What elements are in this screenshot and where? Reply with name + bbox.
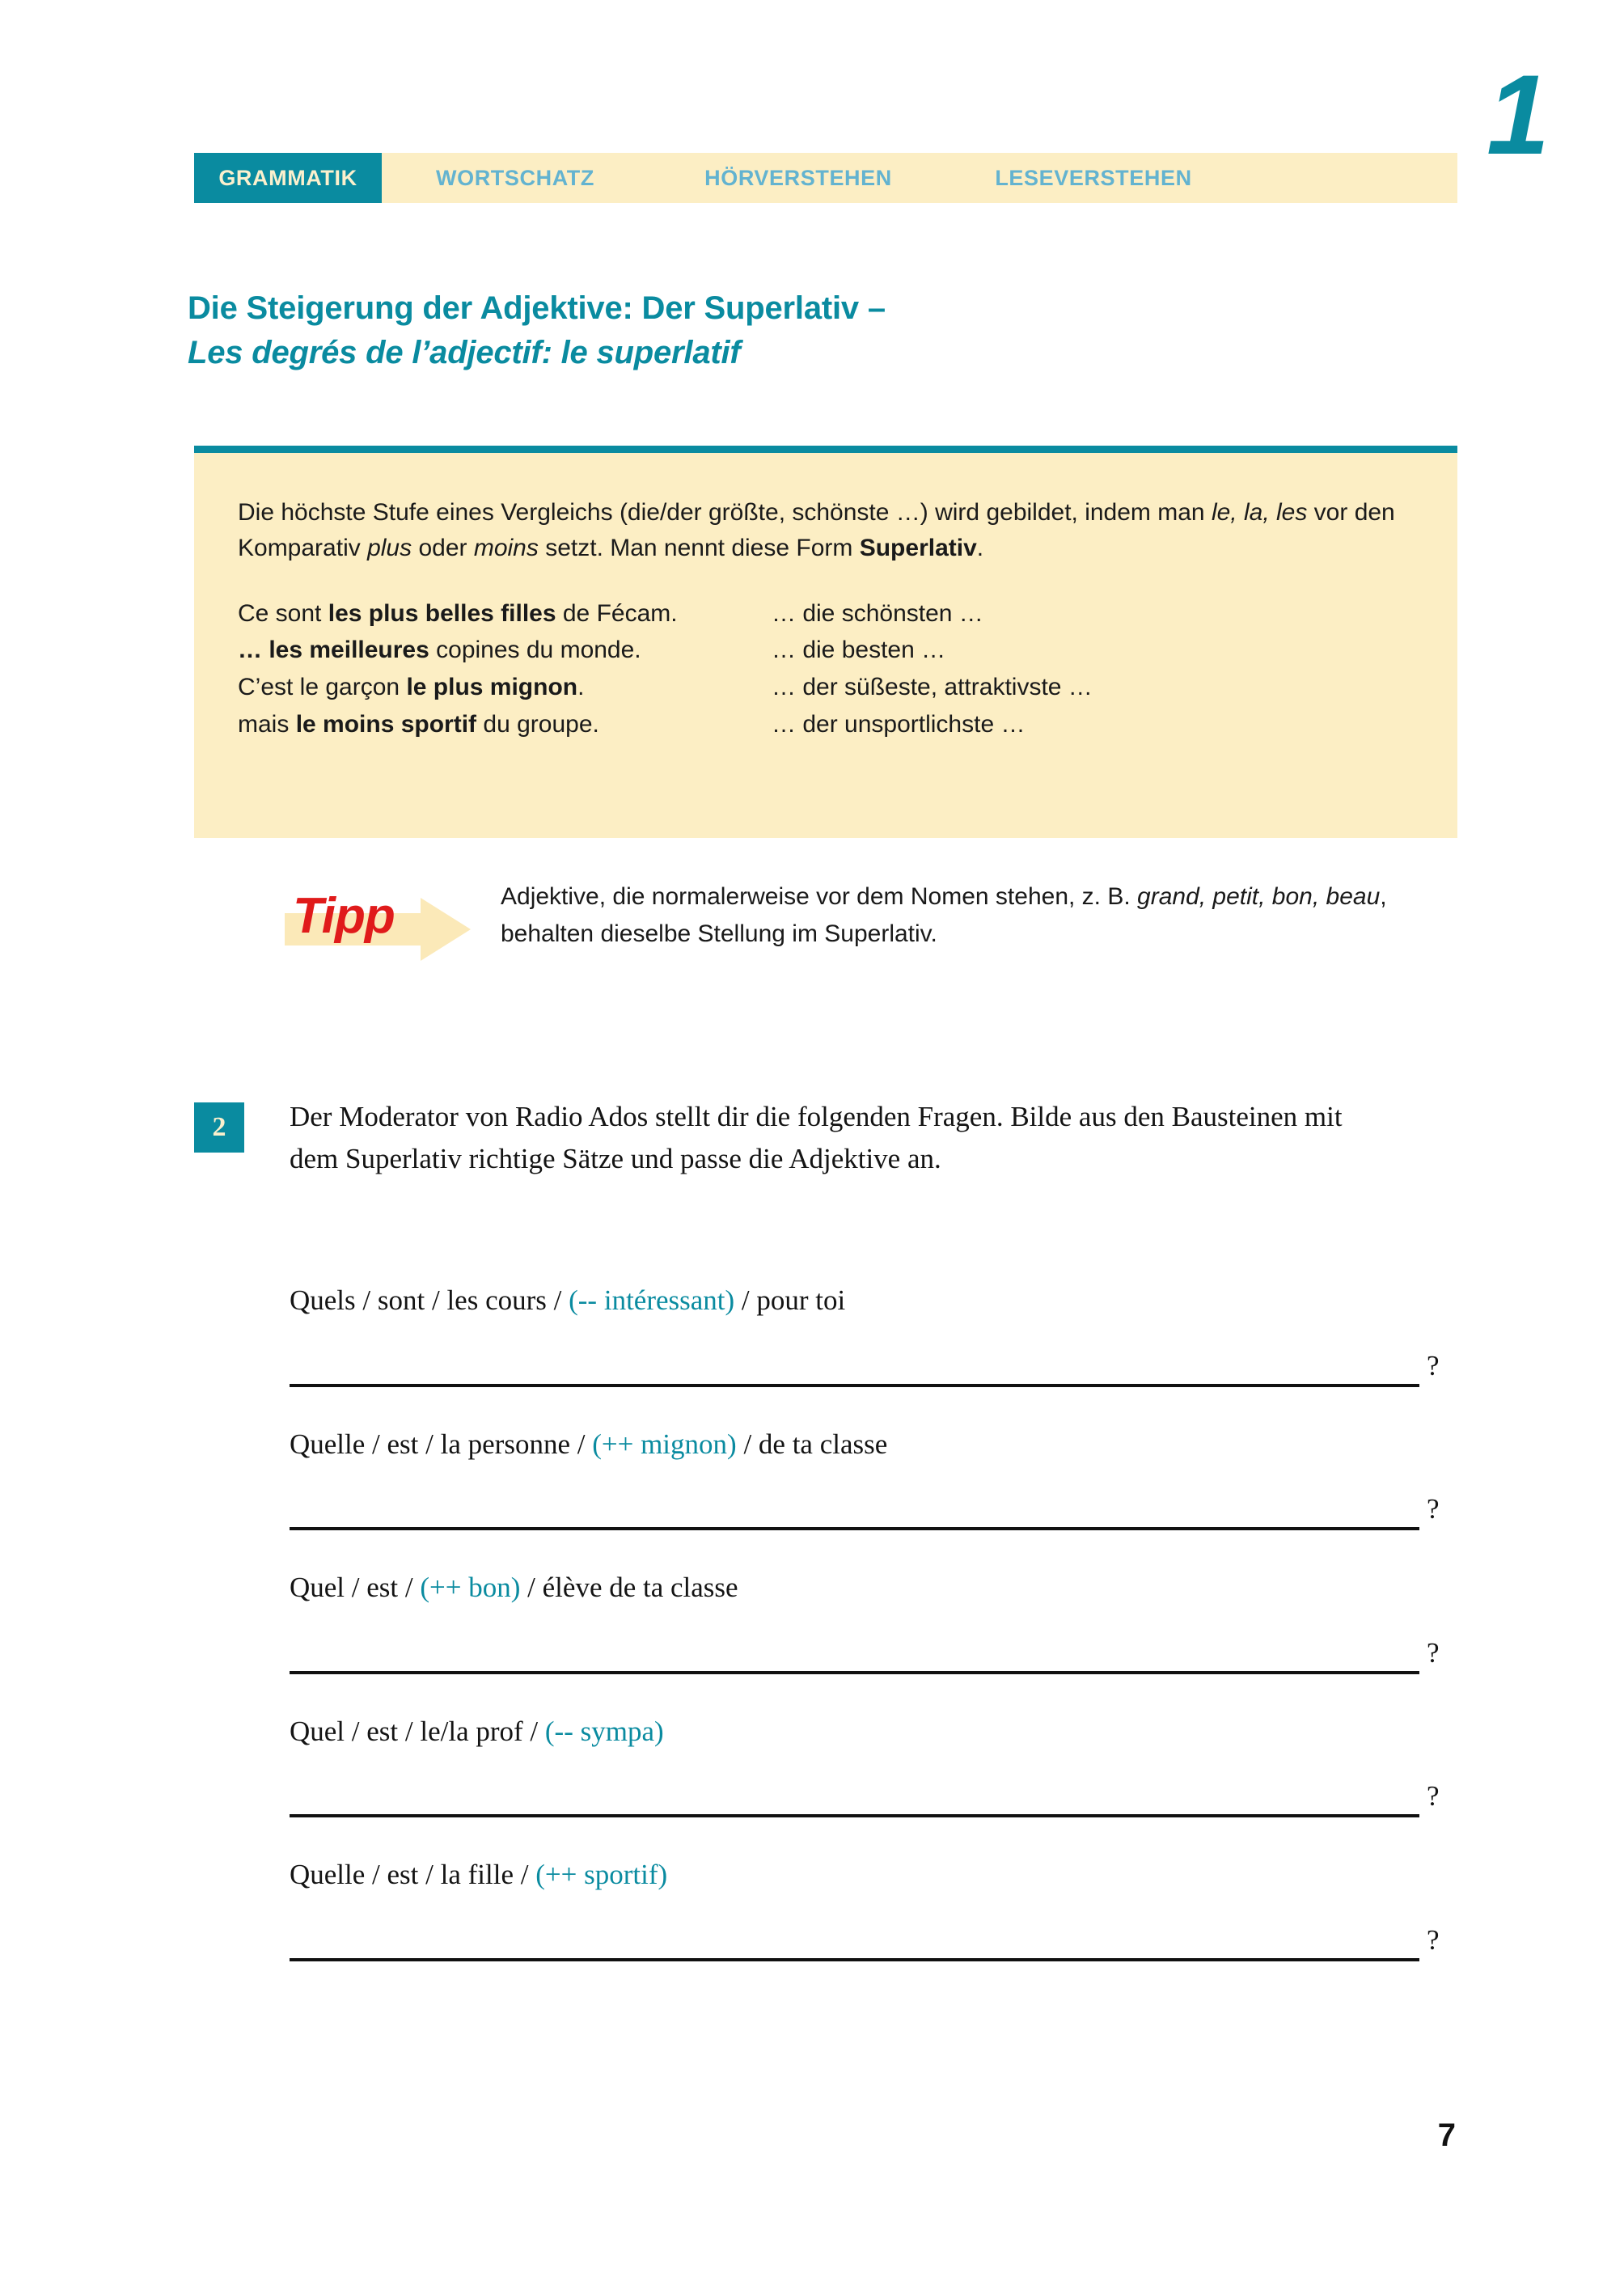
item-prompt: Quelle / est / la personne / (++ mignon) / de ta classe [290,1428,888,1460]
answer-line[interactable] [290,1384,1419,1387]
answer-row[interactable] [290,1893,1446,1992]
tab-grammatik[interactable] [194,153,382,203]
answer-row[interactable] [290,1749,1446,1848]
page-title-french: Les degrés de l’adjectif: le superlatif [188,335,741,371]
item-prompt: Quelle / est / la fille / (++ sportif) [290,1859,668,1890]
example-sentences [238,595,1414,744]
example-german: … der süßeste, attraktivste … [772,674,1093,701]
item-prompt: Quel / est / le/la prof / (-- sympa) [290,1715,664,1747]
exercise-item [290,1426,1446,1562]
exercise-items [290,1282,1446,2000]
tab-grammatik-label: GRAMMATIK [218,165,357,190]
answer-line[interactable] [290,1958,1419,1961]
answer-question-mark: ? [1427,1349,1440,1381]
tab-wortschatz[interactable] [382,153,649,203]
grammar-explanation: Die höchste Stufe eines Vergleichs (die/der größte, schönste …) wird gebildet, indem man le, la, les vor den Komparativ plus oder moins setzt. Man nennt diese Form Superlativ. [238,499,1395,561]
answer-row[interactable] [290,1606,1446,1705]
page-title-german: Die Steigerung der Adjektive: Der Superlativ – [188,290,886,326]
exercise-instruction: Der Moderator von Radio Ados stellt dir die folgenden Fragen. Bilde aus den Bausteinen mit dem Superlativ richtige Sätze und passe die Adjektive an. [290,1101,1343,1174]
tab-hoerverstehen-label: HÖRVERSTEHEN [704,165,892,190]
arrow-head [421,898,471,961]
tab-leseverstehen[interactable] [948,153,1239,203]
answer-line[interactable] [290,1671,1419,1674]
page-number: 7 [1437,2117,1456,2153]
answer-line[interactable] [290,1814,1419,1817]
example-german: … die besten … [772,637,946,664]
tab-hoerverstehen[interactable] [649,153,948,203]
grammar-infobox [194,453,1457,838]
answer-question-mark: ? [1427,1923,1440,1956]
tipp-label: Tipp [293,888,395,944]
answer-line[interactable] [290,1527,1419,1530]
example-german: … der unsportlichste … [772,711,1026,738]
page-title [188,290,1401,372]
tipp-text: Adjektive, die normalerweise vor dem Nomen stehen, z. B. grand, petit, bon, beau, behalten dieselbe Stellung im Superlativ. [501,883,1387,947]
exercise-item [290,1856,1446,1992]
exercise-number-badge: 2 [194,1102,244,1153]
example-french: Ce sont les plus belles filles de Fécam. [238,599,678,627]
exercise-item [290,1713,1446,1849]
tab-leseverstehen-label: LESEVERSTEHEN [995,165,1192,190]
exercise-item [290,1282,1446,1418]
answer-question-mark: ? [1427,1780,1440,1812]
arrow-right-icon [285,888,487,961]
example-french: … les meilleures copines du monde. [238,637,641,664]
item-prompt: Quel / est / (++ bon) / élève de ta classe [290,1572,738,1603]
answer-row[interactable] [290,1319,1446,1418]
example-french: C’est le garçon le plus mignon. [238,674,585,701]
infobox-top-rule [194,446,1457,453]
answer-question-mark: ? [1427,1636,1440,1669]
example-french: mais le moins sportif du groupe. [238,711,599,738]
section-tabs [194,153,1457,203]
example-german: … die schönsten … [772,599,983,627]
answer-row[interactable] [290,1462,1446,1561]
answer-question-mark: ? [1427,1493,1440,1525]
tab-wortschatz-label: WORTSCHATZ [436,165,594,190]
chapter-number: 1 [1487,51,1546,178]
item-prompt: Quels / sont / les cours / (-- intéressant) / pour toi [290,1284,846,1316]
exercise-item [290,1569,1446,1705]
